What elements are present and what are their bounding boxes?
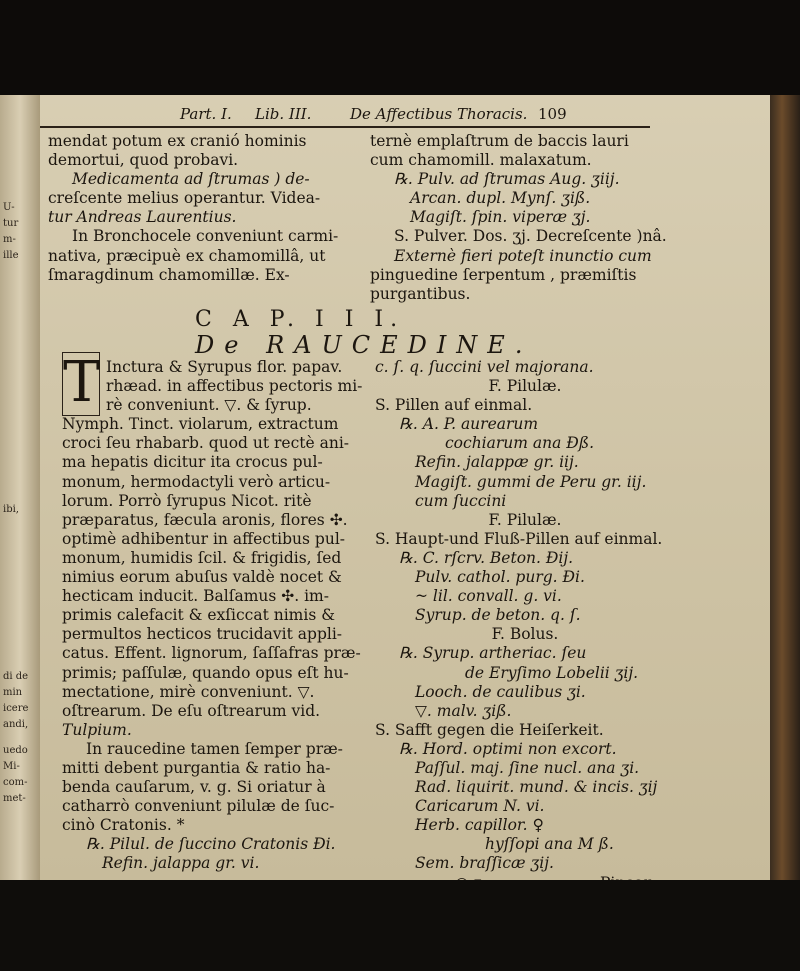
text-line: Arcan. dupl. Mynſ. ʒiß.: [410, 189, 591, 208]
text-line: tur Andreas Laurentius.: [48, 208, 237, 227]
text-line: In Bronchocele conveniunt carmi-: [72, 227, 339, 246]
text-line: ma hepatis dicitur ita crocus pul-: [62, 453, 323, 472]
text-line: S. Haupt-und Fluß-Pillen auf einmal.: [375, 529, 663, 548]
margin-fragment: Mi-: [3, 761, 20, 772]
text-line: cinò Cratonis. *: [62, 816, 185, 835]
text-line: cochiarum ana Đß.: [445, 434, 595, 453]
text-line: Magiſt. ſpin. viperæ ʒj.: [410, 208, 591, 227]
text-line: F. Pilulæ.: [488, 377, 562, 396]
margin-fragment: ille: [3, 250, 19, 261]
text-line: Refin. jalappæ gr. iij.: [415, 453, 579, 472]
text-line: creſcente melius operantur. Videa-: [48, 189, 321, 208]
text-line: optimè adhibentur in affectibus pul-: [62, 529, 346, 548]
left-column-top: [48, 132, 360, 285]
text-line: Medicamenta ad ſtrumas ) de-: [72, 170, 310, 189]
text-line: monum, humidis ſcil. & frigidis, ſed: [62, 548, 342, 567]
text-line: de Eryſimo Lobelii ʒij.: [465, 663, 639, 682]
margin-fragment: andi,: [3, 719, 29, 730]
text-line: oſtrearum. De eſu oſtrearum vid.: [62, 701, 321, 720]
margin-fragment: tur: [3, 218, 19, 229]
top-dark-background: [0, 0, 800, 95]
book-page: [40, 95, 770, 880]
text-line: ~ lil. convall. g. vi.: [415, 587, 562, 606]
text-line: Paſſul. maj. ſine nucl. ana ʒi.: [415, 758, 640, 777]
text-line: hyſſopi ana M ß.: [485, 835, 614, 854]
text-line: ℞. Pulv. ad ſtrumas Aug. ʒiij.: [394, 170, 620, 189]
margin-fragment: ibi,: [3, 504, 19, 515]
text-line: Herb. capillor. ♀: [415, 816, 544, 835]
margin-fragment: com-: [3, 777, 28, 788]
text-line: ℞. Pilul. de ſuccino Cratonis Đi.: [86, 835, 336, 854]
header-title: De Affectibus Thoracis.: [350, 105, 528, 123]
text-line: purgantibus.: [370, 284, 471, 303]
facing-page-edge: [0, 95, 40, 880]
margin-fragment: di de: [3, 671, 29, 682]
text-line: Looch. de caulibus ʒi.: [415, 682, 586, 701]
text-line: mendat potum ex cranió hominis: [48, 132, 307, 150]
text-line: Refin. jalappa gr. vi.: [102, 854, 260, 873]
text-line: ſmaragdinum chamomillæ. Ex-: [48, 265, 290, 284]
margin-fragment: uedo: [3, 745, 28, 756]
text-line: F. Bolus.: [491, 625, 559, 644]
text-line: nativa, præcipuè ex chamomillâ, ut: [48, 246, 326, 265]
page-number: 109: [538, 105, 567, 123]
text-line: Caricarum N. vi.: [415, 797, 545, 816]
text-line: croci ſeu rhabarb. quod ut rectè ani-: [62, 434, 350, 453]
text-line: demortui, quod probavi.: [48, 151, 239, 170]
text-line: cum chamomill. malaxatum.: [370, 151, 592, 170]
text-line: pinguedine ſerpentum , præmiſtis: [370, 265, 637, 284]
drop-capital: T: [63, 350, 101, 415]
margin-fragment: m-: [3, 234, 16, 245]
text-line: S. Pulver. Dos. ʒj. Decreſcente )nâ.: [394, 227, 667, 246]
text-line: catharrò conveniunt pilulæ de ſuc-: [62, 797, 335, 816]
chapter-title: De RAUCEDINE.: [195, 331, 533, 359]
right-column-top: [370, 132, 670, 304]
text-line: Sem. braſſicæ ʒij.: [415, 854, 554, 873]
text-line: Magiſt. gummi de Peru gr. iij.: [415, 472, 647, 491]
left-column-main: [62, 358, 362, 874]
text-line: S. Safft gegen die Heiſerkeit.: [375, 720, 604, 739]
text-line: Pulv. cathol. purg. Đi.: [415, 568, 585, 587]
margin-fragment: met-: [3, 793, 26, 804]
text-line: præparatus, fæcula aronis, flores ✣.: [62, 510, 348, 529]
text-line: mitti debent purgantia & ratio ha-: [62, 758, 331, 777]
text-line: cum ſuccini: [415, 491, 507, 510]
text-line: benda cauſarum, v. g. Si oriatur à: [62, 778, 326, 797]
text-line: permultos hecticos trucidavit appli-: [62, 625, 343, 644]
text-line: F. Pilulæ.: [488, 510, 562, 529]
text-line: primis; paſſulæ, quando opus eſt hu-: [62, 663, 349, 682]
chapter-number: C A P. I I I.: [195, 307, 405, 332]
text-line: Inctura & Syrupus flor. papav.: [106, 358, 343, 376]
margin-fragment: min: [3, 687, 23, 698]
text-line: Nymph. Tinct. violarum, extractum: [62, 415, 339, 434]
text-line: nimius eorum abuſus valdè nocet &: [62, 568, 342, 587]
margin-fragment: icere: [3, 703, 29, 714]
text-line: c. ſ. q. ſuccini vel majorana.: [375, 358, 594, 376]
text-line: ℞. C. rſcrv. Beton. Đij.: [399, 548, 574, 567]
text-line: S. Pillen auf einmal.: [375, 396, 533, 415]
text-line: monum, hermodactyli verò articu-: [62, 472, 331, 491]
text-line: Externè fieri poteſt inunctio cum: [394, 246, 652, 265]
text-line: In raucedine tamen ſemper præ-: [86, 739, 343, 758]
text-line: mectatione, mirè conveniunt. ▽.: [62, 682, 315, 701]
header-lib: Lib. III.: [255, 105, 312, 123]
text-line: Syrup. de beton. q. ſ.: [415, 606, 581, 625]
text-line: Rad. liquirit. mund. & incis. ʒij: [415, 778, 658, 797]
text-line: ternè emplaſtrum de baccis lauri: [370, 132, 629, 150]
text-line: rhæad. in affectibus pectoris mi-: [106, 377, 363, 396]
header-rule: [40, 126, 650, 128]
text-line: ℞. Hord. optimi non excort.: [399, 739, 617, 758]
bottom-dark-background: [0, 880, 800, 971]
text-line: Tulpium.: [62, 720, 132, 739]
right-column-main: [375, 358, 675, 893]
text-line: primis calefacit & exſiccat nimis &: [62, 606, 336, 625]
text-line: ℞. A. P. aurearum: [399, 415, 539, 434]
margin-fragment: U-: [3, 202, 15, 213]
text-line: rè conveniunt. ▽. & ſyrup.: [106, 396, 312, 415]
text-line: ℞. Syrup. artheriac. ſeu: [399, 644, 587, 663]
header-part: Part. I.: [180, 105, 232, 123]
text-line: ▽. malv. ʒiß.: [415, 701, 512, 720]
text-line: lorum. Porrò ſyrupus Nicot. ritè: [62, 491, 312, 510]
text-line: hecticam inducit. Balſamus ✣. im-: [62, 587, 329, 606]
text-line: catus. Effent. lignorum, ſaſſafras præ-: [62, 644, 361, 663]
right-page-edge: [770, 95, 800, 880]
